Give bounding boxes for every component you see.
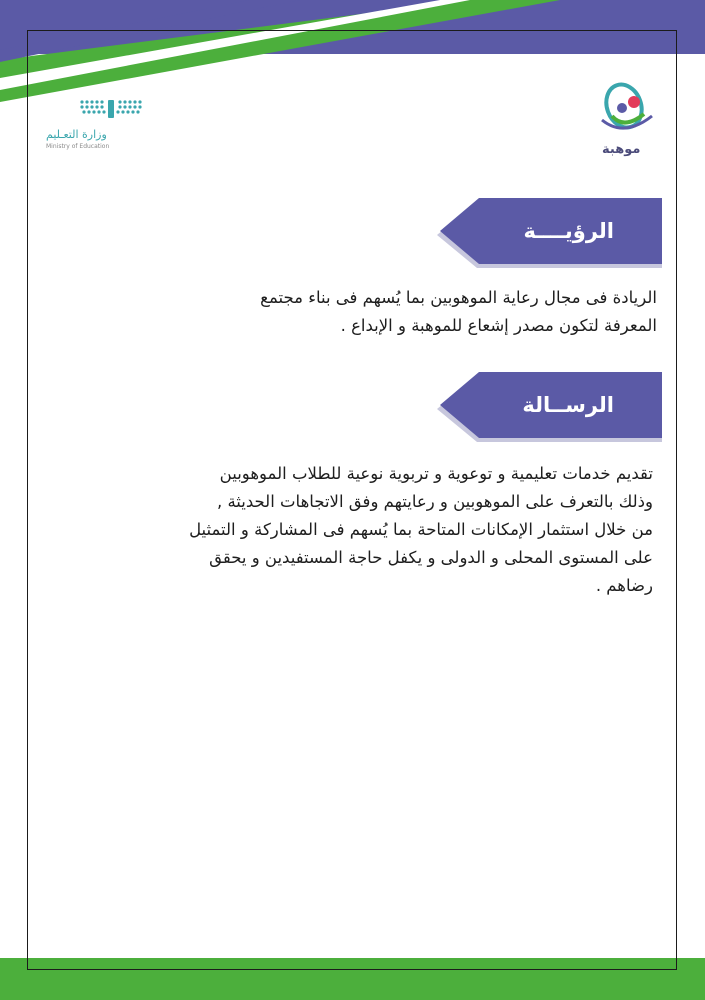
moe-logo-english-text: Ministry of Education xyxy=(46,143,110,150)
mission-text xyxy=(189,460,653,600)
vision-line: المعرفة لتكون مصدر إشعاع للموهبة و الإبداع . xyxy=(340,316,657,335)
mission-line: تقديم خدمات تعليمية و توعوية و تربوية نوعية للطلاب الموهوبين xyxy=(219,464,653,483)
mission-line: من خلال استثمار الإمكانات المتاحة بما يُسهم فى المشاركة و التمثيل xyxy=(189,520,653,539)
mission-line: على المستوى المحلى و الدولى و يكفل حاجة المستفيدين و يحقق xyxy=(209,548,653,567)
moe-emblem-icon xyxy=(78,98,154,124)
mission-title: الرســالة xyxy=(522,393,614,417)
vision-text xyxy=(260,284,657,340)
vision-title: الرؤيــــة xyxy=(523,219,614,243)
mission-line: وذلك بالتعرف على الموهوبين و رعايتهم وفق الاتجاهات الحديثة , xyxy=(216,492,653,511)
vision-line: الريادة فى مجال رعاية الموهوبين بما يُسهم فى بناء مجتمع xyxy=(260,288,657,307)
ministry-of-education-logo xyxy=(42,98,122,156)
mawhiba-emblem-icon xyxy=(594,80,664,142)
mission-heading-banner xyxy=(437,372,662,442)
mawhiba-logo xyxy=(594,80,664,160)
moe-logo-arabic-text: وزارة التعـليم xyxy=(46,128,107,141)
mission-line: رضاهم . xyxy=(595,576,653,595)
vision-heading-banner xyxy=(437,198,662,268)
mawhiba-logo-text: موهبة xyxy=(602,142,641,157)
